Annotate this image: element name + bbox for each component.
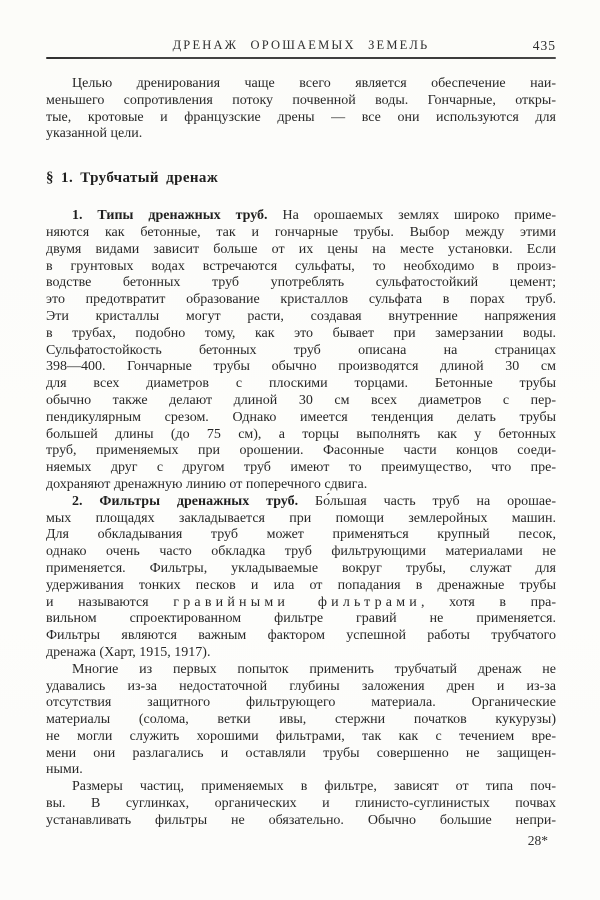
paragraph bbox=[46, 76, 556, 143]
text-segment: большей длины (до 75 см), а торцы выполнять как у бетонных bbox=[46, 426, 556, 442]
text-segment: отсутствия защитного фильтрующего материала. Органические bbox=[46, 695, 556, 711]
text-segment: Эти кристаллы могут расти, создавая внутренние напряжения bbox=[46, 308, 556, 324]
text-segment: однако очень часто обкладка труб фильтрующими материалами не bbox=[46, 544, 556, 560]
text-line bbox=[46, 561, 556, 578]
text-segment: применяется. Фильтры, укладываемые вокруг трубы, служат для bbox=[46, 560, 556, 576]
text-line bbox=[46, 343, 556, 360]
text-segment: двумя видами зависит больше от их цены на месте установки. Если bbox=[46, 241, 556, 257]
text-line bbox=[46, 208, 556, 225]
text-segment: Целью дренирования чаще всего является обеспечение наи- bbox=[72, 76, 556, 91]
text-segment: устанавливать фильтры не обязательно. Обычно большие непри- bbox=[46, 812, 556, 828]
text-segment: Фильтры являются важным фактором успешной работы трубчатого bbox=[46, 628, 556, 644]
text-line bbox=[46, 443, 556, 460]
text-line bbox=[46, 309, 556, 326]
page-body bbox=[46, 76, 556, 830]
running-head-title: ДРЕНАЖ ОРОШАЕМЫХ ЗЕМЕЛЬ bbox=[172, 38, 430, 52]
text-segment: и называются bbox=[46, 594, 174, 610]
text-line bbox=[46, 779, 556, 796]
text-segment: 398—400. Гончарные трубы обычно производятся длиной 30 см bbox=[46, 359, 556, 375]
section-heading: § 1. Трубчатый дренаж bbox=[46, 170, 219, 187]
paragraph bbox=[46, 662, 556, 780]
text-segment: пендикулярным срезом. Однако имеется тенденция делать трубы bbox=[46, 409, 556, 425]
text-segment: няются как бетонные, так и гончарные трубы. Выбор между этими bbox=[46, 224, 556, 240]
text-line bbox=[46, 427, 556, 444]
text-line bbox=[46, 93, 556, 110]
text-segment: мени они разлагались и оставляли трубы совершенно не защищен- bbox=[46, 745, 556, 761]
text-segment: труб, применяемых при орошении. Фасонные части концов соеди- bbox=[46, 443, 556, 459]
text-line bbox=[46, 578, 556, 595]
text-line bbox=[46, 628, 556, 645]
text-line bbox=[46, 410, 556, 427]
text-line bbox=[46, 126, 556, 143]
text-line bbox=[46, 645, 556, 662]
text-line bbox=[46, 259, 556, 276]
paragraph bbox=[46, 494, 556, 662]
running-head bbox=[46, 38, 556, 54]
text-line bbox=[46, 292, 556, 309]
text-line bbox=[46, 326, 556, 343]
paragraph bbox=[46, 208, 556, 494]
paragraph bbox=[46, 779, 556, 829]
text-line bbox=[46, 813, 556, 830]
signature-mark: 28* bbox=[527, 832, 548, 848]
text-line bbox=[46, 460, 556, 477]
text-segment: Для обкладывания труб может применяться крупный песок, bbox=[46, 527, 556, 543]
text-line bbox=[46, 393, 556, 410]
text-line bbox=[46, 275, 556, 292]
text-line bbox=[46, 477, 556, 494]
text-line bbox=[46, 662, 556, 679]
text-line bbox=[46, 796, 556, 813]
header-rule bbox=[46, 57, 556, 59]
text-segment: Размеры частиц, применяемых в фильтре, зависят от типа поч- bbox=[72, 779, 556, 795]
text-segment: указанной цели. bbox=[46, 126, 143, 142]
text-segment: не могли служить хорошими фильтрами, так как с течением вре- bbox=[46, 728, 556, 744]
text-line bbox=[46, 242, 556, 259]
text-line bbox=[46, 595, 556, 612]
text-line bbox=[46, 76, 556, 93]
text-segment: материалы (солома, ветки ивы, стержни початков кукурузы) bbox=[46, 712, 556, 728]
text-segment: ными. bbox=[46, 762, 83, 778]
text-segment: няемых друг с другом труб имеют то преимущество, что пре- bbox=[46, 460, 556, 476]
text-line bbox=[46, 494, 556, 511]
text-line bbox=[46, 695, 556, 712]
text-segment: дренажа (Харт, 1915, 1917). bbox=[46, 644, 211, 660]
text-segment: в трубах, подобно тому, как это бывает при замерзании воды. bbox=[46, 325, 556, 341]
text-line bbox=[46, 225, 556, 242]
text-line bbox=[46, 110, 556, 127]
text-line bbox=[46, 611, 556, 628]
text-segment: Многие из первых попыток применить трубчатый дренаж не bbox=[72, 661, 556, 677]
text-line bbox=[46, 729, 556, 746]
text-segment: меньшего сопротивления потоку почвенной воды. Гончарные, откры- bbox=[46, 92, 556, 108]
text-segment: , хотя в пра- bbox=[420, 594, 557, 610]
text-segment: На орошаемых землях широко приме- bbox=[267, 208, 556, 224]
letterspaced-emphasis: гравийными фильтрами bbox=[173, 594, 421, 610]
text-line bbox=[46, 527, 556, 544]
text-segment: дохраняют дренажную линию от поперечного сдвига. bbox=[46, 476, 368, 492]
text-segment: Бо́льшая часть труб на орошае- bbox=[298, 493, 557, 509]
bold-lead-in: 1. Типы дренажных труб. bbox=[72, 208, 268, 224]
text-segment: удерживания тонких песков и ила от попадания в дренажные трубы bbox=[46, 577, 556, 593]
bold-lead-in: 2. Фильтры дренажных труб. bbox=[72, 493, 299, 509]
text-segment: удавались из-за недостаточной глубины заложения дрен и из-за bbox=[46, 678, 556, 694]
text-segment: это предотвратит образование кристаллов сульфата в порах труб. bbox=[46, 292, 556, 308]
text-line bbox=[46, 544, 556, 561]
text-line bbox=[46, 679, 556, 696]
text-segment: водстве бетонных труб употреблять сульфатостойкий цемент; bbox=[46, 275, 556, 291]
text-segment: для всех диаметров с плоскими торцами. Бетонные трубы bbox=[46, 376, 556, 392]
text-line bbox=[46, 511, 556, 528]
text-segment: вильном спроектированном фильтре гравий не применяется. bbox=[46, 611, 556, 627]
text-segment: тые, кротовые и французские дрены — все они используются для bbox=[46, 109, 556, 125]
page-number: 435 bbox=[532, 38, 556, 53]
text-line bbox=[46, 712, 556, 729]
text-line bbox=[46, 359, 556, 376]
text-line bbox=[46, 762, 556, 779]
text-segment: обычно также делают длиной 30 см всех диаметров с пер- bbox=[46, 392, 556, 408]
text-line bbox=[46, 376, 556, 393]
text-segment: Сульфатостойкость бетонных труб описана на страницах bbox=[46, 342, 556, 358]
text-line bbox=[46, 746, 556, 763]
text-segment: вы. В суглинках, органических и глинисто-суглинистых почвах bbox=[46, 796, 556, 812]
text-segment: мых площадях закладывается при помощи землеройных машин. bbox=[46, 510, 556, 526]
text-segment: в грунтовых водах встречаются сульфаты, то необходимо в произ- bbox=[46, 258, 556, 274]
